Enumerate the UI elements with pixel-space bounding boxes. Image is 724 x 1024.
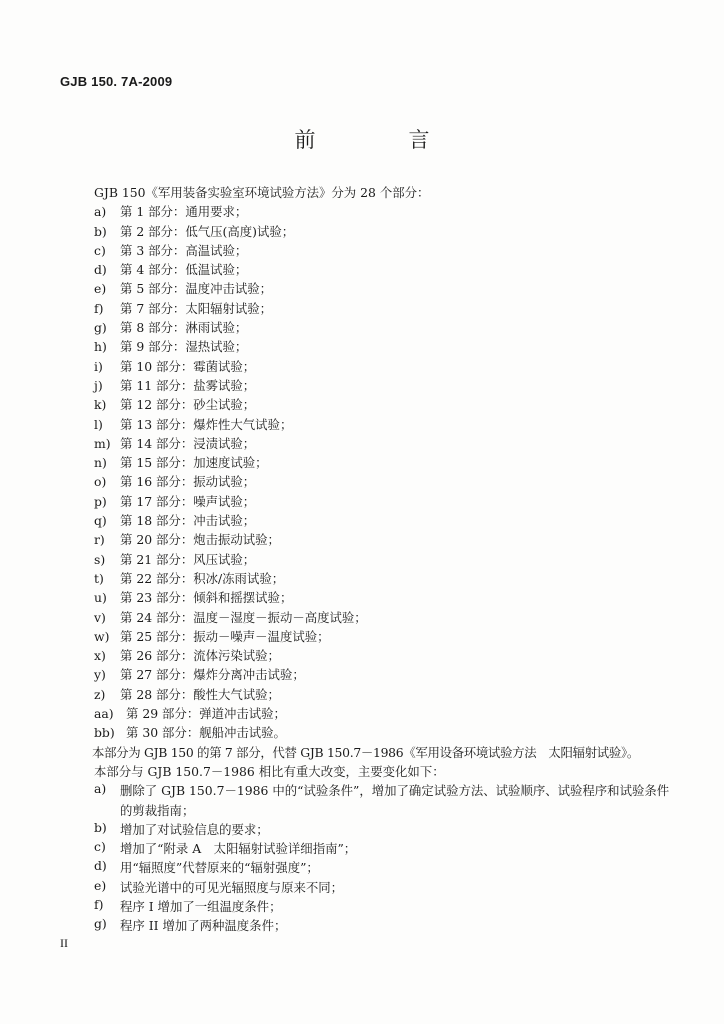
standard-code-header: GJB 150. 7A-2009 [60, 74, 173, 89]
part-list-item [94, 299, 694, 318]
list-item-text: 第 21 部分：风压试验； [120, 551, 256, 567]
list-item-label: y) [94, 667, 106, 683]
list-item-text: 第 8 部分：淋雨试验； [120, 320, 248, 336]
list-item-label: g) [94, 320, 107, 336]
changes-intro: 本部分与 GJB 150.7－1986 相比有重大改变，主要变化如下： [94, 763, 445, 779]
list-item-label: bb) [94, 725, 115, 741]
part-list-item [94, 395, 694, 414]
list-item-label: m) [94, 435, 111, 451]
list-item-text: 第 27 部分：爆炸分离冲击试验； [120, 667, 305, 683]
list-item-label: f) [94, 300, 104, 316]
list-item-label: e) [94, 877, 107, 893]
list-item-label: g) [94, 916, 107, 932]
list-item-label: z) [94, 686, 106, 702]
part-list-item [94, 511, 694, 530]
list-item-text: 第 26 部分：流体污染试验； [120, 648, 280, 664]
part-list-item [94, 665, 694, 684]
list-item-label: c) [94, 839, 106, 855]
list-item-text: 第 11 部分：盐雾试验； [120, 377, 256, 393]
list-item-text: 第 1 部分：通用要求； [120, 204, 248, 220]
list-item-label: b) [94, 223, 107, 239]
list-item-label: u) [94, 590, 107, 606]
list-item-text: 第 7 部分：太阳辐射试验； [120, 300, 273, 316]
list-item-label: t) [94, 570, 104, 586]
list-item-text: 第 3 部分：高温试验； [120, 242, 248, 258]
change-list-item [94, 878, 694, 897]
part-list-item [94, 685, 694, 704]
list-item-label: aa) [94, 706, 114, 722]
part-list-item [94, 318, 694, 337]
list-item-text: 第 13 部分：爆炸性大气试验； [120, 416, 293, 432]
part-list-item [94, 222, 694, 241]
list-item-text: 用“辐照度”代替原来的“辐射强度”； [120, 860, 319, 876]
part-list-item [94, 627, 694, 646]
list-item-text: 增加了对试验信息的要求； [120, 821, 269, 837]
list-item-label: s) [94, 551, 106, 567]
part-list-item [94, 723, 694, 742]
part-list-item [94, 202, 694, 221]
part-list-item [94, 530, 694, 549]
list-item-label: q) [94, 513, 107, 529]
list-item-label: a) [94, 781, 107, 797]
list-item-text: 第 15 部分：加速度试验； [120, 455, 268, 471]
list-item-label: b) [94, 819, 107, 835]
list-item-text: 第 28 部分：酸性大气试验； [120, 686, 280, 702]
list-item-label: l) [94, 416, 103, 432]
list-item-label: d) [94, 262, 107, 278]
replace-note: 本部分为 GJB 150 的第 7 部分，代替 GJB 150.7－1986《军用设备环境试验方法 太阳辐射试验》。 [92, 744, 639, 760]
part-list-item [94, 569, 694, 588]
part-list-item [94, 472, 694, 491]
list-item-text: 第 22 部分：积冰/冻雨试验； [120, 570, 285, 586]
part-list-item [94, 376, 694, 395]
list-item-label: x) [94, 648, 106, 664]
page-number: II [60, 936, 68, 950]
list-item-text: 第 20 部分：炮击振动试验； [120, 532, 280, 548]
part-list-item [94, 704, 694, 723]
list-item-text: 程序 II 增加了两种温度条件； [120, 918, 287, 934]
list-item-text: 第 24 部分：温度－湿度－振动－高度试验； [120, 609, 367, 625]
list-item-label: p) [94, 493, 107, 509]
change-list-item [94, 839, 694, 858]
list-item-label: k) [94, 397, 107, 413]
part-list-item [94, 434, 694, 453]
list-item-text: 第 14 部分：浸渍试验； [120, 435, 256, 451]
part-list-item [94, 260, 694, 279]
list-item-text: 第 25 部分：振动－噪声－温度试验； [120, 628, 330, 644]
list-item-text: 第 10 部分：霉菌试验； [120, 358, 256, 374]
list-item-text: 第 16 部分：振动试验； [120, 474, 256, 490]
list-item-text: 第 18 部分：冲击试验； [120, 513, 256, 529]
change-list-item [94, 916, 694, 935]
list-item-label: n) [94, 455, 107, 471]
list-item-label: v) [94, 609, 106, 625]
list-item-text: 删除了 GJB 150.7－1986 中的“试验条件”，增加了确定试验方法、试验顺序、试验程序和试验条件的剪裁指南； [120, 783, 670, 818]
list-item-label: j) [94, 377, 103, 393]
part-list-item [94, 453, 694, 472]
part-list-item [94, 646, 694, 665]
list-item-label: d) [94, 858, 107, 874]
list-item-label: a) [94, 204, 107, 220]
list-item-label: e) [94, 281, 107, 297]
change-list-item [94, 820, 694, 839]
document-body [94, 183, 694, 936]
list-item-text: 第 9 部分：湿热试验； [120, 339, 248, 355]
part-list-item [94, 415, 694, 434]
list-item-text: 第 12 部分：砂尘试验； [120, 397, 256, 413]
part-list-item [94, 357, 694, 376]
list-item-label: r) [94, 532, 105, 548]
part-list-item [94, 492, 694, 511]
list-item-label: i) [94, 358, 103, 374]
list-item-text: 第 17 部分：噪声试验； [120, 493, 256, 509]
parts-list [94, 202, 694, 742]
list-item-label: c) [94, 242, 106, 258]
part-list-item [94, 279, 694, 298]
list-item-text: 第 2 部分：低气压(高度)试验； [120, 223, 295, 239]
list-item-label: h) [94, 339, 107, 355]
list-item-text: 第 4 部分：低温试验； [120, 262, 248, 278]
change-list-item [94, 858, 694, 877]
intro-paragraph: GJB 150《军用装备实验室环境试验方法》分为 28 个部分： [94, 185, 430, 200]
changes-list [94, 781, 694, 935]
page-title: 前 言 [294, 128, 466, 152]
list-item-text: 增加了“附录 A 太阳辐射试验详细指南”； [120, 841, 357, 857]
list-item-text: 程序 I 增加了一组温度条件； [120, 898, 282, 914]
part-list-item [94, 608, 694, 627]
part-list-item [94, 550, 694, 569]
list-item-label: o) [94, 474, 107, 490]
list-item-label: f) [94, 896, 104, 912]
part-list-item [94, 337, 694, 356]
part-list-item [94, 588, 694, 607]
change-list-item [94, 897, 694, 916]
list-item-text: 第 30 部分：舰船冲击试验。 [126, 725, 286, 741]
change-list-item [94, 781, 694, 820]
list-item-text: 第 23 部分：倾斜和摇摆试验； [120, 590, 293, 606]
list-item-text: 试验光谱中的可见光辐照度与原来不同； [120, 879, 344, 895]
list-item-text: 第 5 部分：温度冲击试验； [120, 281, 273, 297]
part-list-item [94, 241, 694, 260]
list-item-text: 第 29 部分：弹道冲击试验； [126, 706, 286, 722]
list-item-label: w) [94, 628, 110, 644]
